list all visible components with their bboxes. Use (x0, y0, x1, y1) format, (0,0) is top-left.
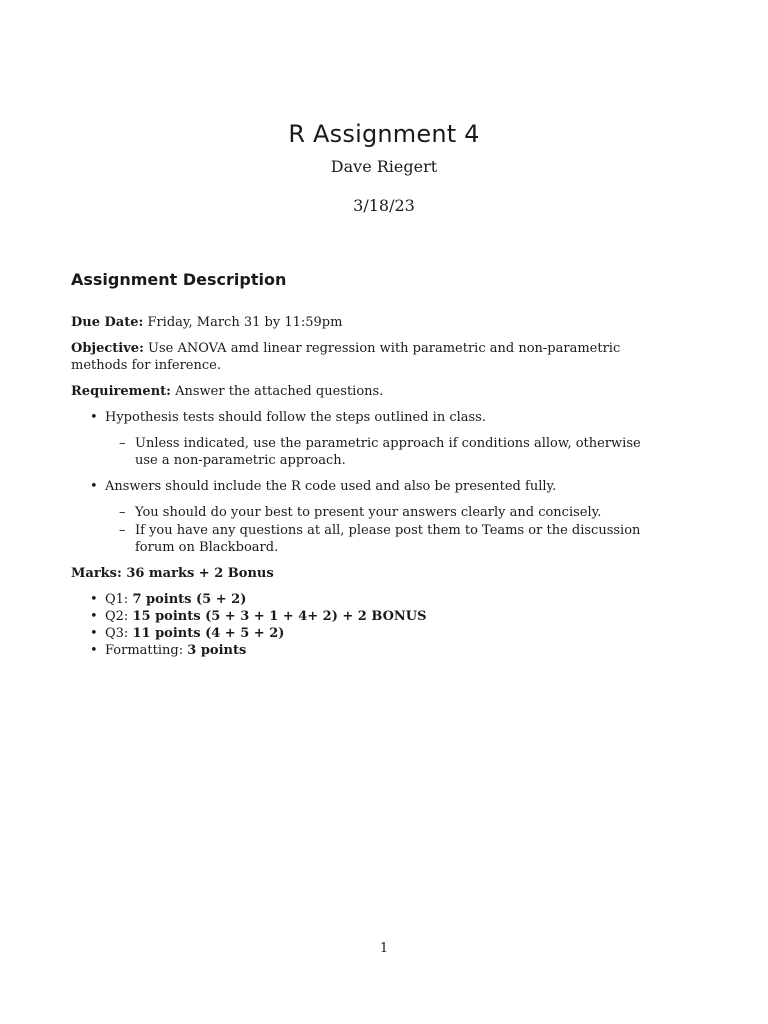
sub-item-text: If you have any questions at all, please post them to Teams or the discussion forum on Blackboard. (135, 523, 641, 555)
assignment-body (71, 314, 661, 659)
bullet-text: Answers should include the R code used and also be presented fully. (105, 479, 557, 494)
sub-item-text: You should do your best to present your answers clearly and concisely. (135, 505, 602, 520)
objective-label: Objective: (71, 341, 144, 356)
requirement-label: Requirement: (71, 384, 171, 399)
marks-item-label: Q3: (105, 626, 129, 641)
marks-heading-text: Marks: 36 marks + 2 Bonus (71, 566, 274, 581)
bullet-text: Hypothesis tests should follow the steps outlined in class. (105, 410, 486, 425)
bullet-icon: • (90, 410, 98, 425)
marks-list (71, 591, 661, 659)
marks-item-label: Q2: (105, 609, 129, 624)
list-item (105, 435, 661, 469)
due-date-label: Due Date: (71, 315, 144, 330)
marks-item-value: 15 points (5 + 3 + 1 + 4+ 2) + 2 BONUS (132, 609, 427, 624)
list-item (71, 409, 661, 469)
list-item (71, 625, 661, 642)
sub-item-text: Unless indicated, use the parametric approach if conditions allow, otherwise use a non-parametric approach. (135, 436, 641, 468)
list-item (105, 504, 661, 521)
marks-item-value: 11 points (4 + 5 + 2) (132, 626, 285, 641)
marks-item-value: 7 points (5 + 2) (132, 592, 247, 607)
list-item (105, 522, 661, 556)
bullet-icon: • (90, 592, 98, 607)
bullet-icon: • (90, 479, 98, 494)
page-number: 1 (379, 941, 389, 956)
requirement-value: Answer the attached questions. (175, 384, 384, 399)
document-title: R Assignment 4 (288, 120, 480, 148)
marks-item-label: Formatting: (105, 643, 184, 658)
section-heading: Assignment Description (71, 270, 287, 289)
document-author: Dave Riegert (330, 157, 438, 176)
marks-item-value: 3 points (187, 643, 247, 658)
objective-value: Use ANOVA amd linear regression with parametric and non-parametric methods for inference. (71, 341, 621, 373)
bullet-icon: • (90, 626, 98, 641)
marks-item-label: Q1: (105, 592, 129, 607)
list-item (71, 642, 661, 659)
requirement-bullet-list (71, 409, 661, 556)
due-date-value: Friday, March 31 by 11:59pm (147, 315, 343, 330)
document-date: 3/18/23 (353, 196, 415, 215)
bullet-icon: • (90, 643, 98, 658)
list-item (71, 608, 661, 625)
objective-paragraph (71, 340, 661, 374)
list-item (71, 478, 661, 556)
list-item (71, 591, 661, 608)
sub-list (105, 504, 661, 556)
dash-icon: – (119, 436, 126, 451)
bullet-icon: • (90, 609, 98, 624)
dash-icon: – (119, 505, 126, 520)
sub-list (105, 435, 661, 469)
marks-heading (71, 565, 661, 582)
dash-icon: – (119, 523, 126, 538)
requirement-paragraph (71, 383, 661, 400)
due-date-paragraph (71, 314, 661, 331)
